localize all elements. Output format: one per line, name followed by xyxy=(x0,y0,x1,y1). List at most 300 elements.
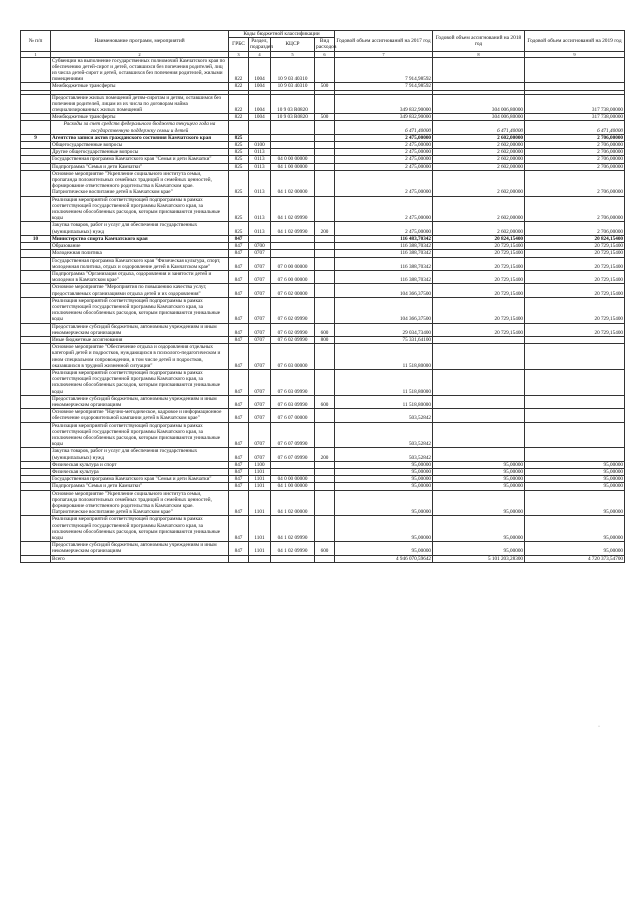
row-ksr: 07 6 02 00000 xyxy=(271,284,315,297)
row-number xyxy=(21,243,51,250)
row-amount-2019: 2 706,00000 xyxy=(525,222,625,235)
row-amount-2017: 2 475,00000 xyxy=(335,222,433,235)
row-amount-2019: 20 729,15400 xyxy=(525,297,625,323)
row-name: Общегосударственные вопросы xyxy=(51,142,229,149)
scan-mark: · xyxy=(598,724,600,730)
row-amount-2018: 95,00000 xyxy=(433,542,525,555)
row-expense-type xyxy=(315,369,335,395)
row-amount-2019: 317 738,00000 xyxy=(525,114,625,121)
row-number xyxy=(21,149,51,156)
row-amount-2017: 2 475,00000 xyxy=(335,163,433,170)
row-grbs: 847 xyxy=(229,344,249,370)
row-expense-type xyxy=(315,142,335,149)
row-section: 0707 xyxy=(249,257,271,270)
header-vr: Вид расходов xyxy=(316,38,337,51)
row-section: 0707 xyxy=(249,284,271,297)
row-grbs: 825 xyxy=(229,170,249,196)
row-ksr xyxy=(271,555,315,562)
row-section: 0707 xyxy=(249,250,271,257)
row-grbs: 822 xyxy=(229,57,249,83)
row-amount-2019 xyxy=(525,448,625,461)
row-name: Подпрограмма "Организация отдыха, оздоровления и занятости детей и молодежи в Камчатском крае" xyxy=(51,270,229,283)
row-name: Межбюджетные трансферты xyxy=(51,114,229,121)
row-number xyxy=(21,222,51,235)
row-name: Другие общегосударственные вопросы xyxy=(51,149,229,156)
row-ksr: 04 0 00 00000 xyxy=(271,476,315,483)
row-name: Физическая культура xyxy=(51,469,229,476)
row-section: 0707 xyxy=(249,336,271,343)
row-section xyxy=(249,121,271,134)
row-name: Основное мероприятие "Научно-методическое, кадровое и информационное обеспечение оздоровительной кампании детей в Камчатском крае" xyxy=(51,409,229,422)
row-amount-2018: 2 602,00000 xyxy=(433,222,525,235)
row-amount-2017: 104 366,37500 xyxy=(335,297,433,323)
row-expense-type xyxy=(315,270,335,283)
row-amount-2018 xyxy=(433,57,525,83)
row-name: Всего xyxy=(51,555,229,562)
row-name: Основное мероприятие "Обеспечение отдыха и оздоровления отдельных категорий детей и подростков, нуждающихся в психолого-педагогическом и ином специальном сопровождении, в том числе детей и подростков, оказавшихся в трудной жизненной ситуации" xyxy=(51,344,229,370)
row-amount-2019 xyxy=(525,83,625,90)
row-grbs: 847 xyxy=(229,461,249,468)
row-amount-2018 xyxy=(433,395,525,408)
row-ksr: 04 1 02 00000 xyxy=(271,170,315,196)
row-grbs: 847 xyxy=(229,483,249,490)
row-amount-2018: 304 006,80000 xyxy=(433,94,525,114)
table-row xyxy=(21,235,625,242)
row-number xyxy=(21,409,51,422)
row-number xyxy=(21,156,51,163)
row-name: Предоставление субсидий бюджетным, автономным учреждениям и иным некоммерческим организациям xyxy=(51,323,229,336)
header-ksr: КЦСР xyxy=(271,38,315,51)
row-amount-2018: 95,00000 xyxy=(433,516,525,542)
row-amount-2018: 2 602,00000 xyxy=(433,156,525,163)
row-number xyxy=(21,94,51,114)
row-grbs: 847 xyxy=(229,490,249,516)
row-expense-type xyxy=(315,250,335,257)
row-amount-2018: 95,00000 xyxy=(433,490,525,516)
row-amount-2019: 2 706,00000 xyxy=(525,134,625,141)
row-section: 1101 xyxy=(249,516,271,542)
table-row xyxy=(21,83,625,90)
row-section: 0707 xyxy=(249,297,271,323)
row-ksr: 07 6 03 09990 xyxy=(271,395,315,408)
row-expense-type: 200 xyxy=(315,448,335,461)
row-grbs: 847 xyxy=(229,409,249,422)
row-amount-2019: 6 471,40000 xyxy=(525,121,625,134)
row-number xyxy=(21,257,51,270)
column-index: 6 xyxy=(315,51,335,57)
row-section: 0707 xyxy=(249,395,271,408)
table-row xyxy=(21,284,625,297)
row-amount-2019: 2 706,00000 xyxy=(525,149,625,156)
row-section: 0113 xyxy=(249,170,271,196)
row-expense-type xyxy=(315,121,335,134)
row-amount-2017: 6 471,40000 xyxy=(335,121,433,134)
row-name: Основное мероприятие "Укрепление социального института семьи, пропаганда положительных семейных традиций и семейных ценностей, формирование ответственного родительства в Камчатском крае. Патриотическое воспитание детей в Камчатском крае" xyxy=(51,490,229,516)
row-number: 10 xyxy=(21,235,51,242)
row-amount-2017: 349 832,90000 xyxy=(335,94,433,114)
row-ksr xyxy=(271,121,315,134)
row-amount-2017: 75 331,64100 xyxy=(335,336,433,343)
row-ksr: 10 9 03 R0820 xyxy=(271,114,315,121)
table-row xyxy=(21,422,625,448)
row-amount-2019: 2 706,00000 xyxy=(525,142,625,149)
row-amount-2019: 2 706,00000 xyxy=(525,170,625,196)
row-expense-type: 600 xyxy=(315,542,335,555)
row-amount-2018 xyxy=(433,344,525,370)
row-ksr: 04 1 02 00000 xyxy=(271,490,315,516)
table-row xyxy=(21,448,625,461)
row-number xyxy=(21,170,51,196)
row-amount-2018: 2 602,00000 xyxy=(433,163,525,170)
row-name: Предоставление субсидий бюджетным, автономным учреждениям и иным некоммерческим организациям xyxy=(51,395,229,408)
row-amount-2018: 20 729,15400 xyxy=(433,250,525,257)
table-row xyxy=(21,156,625,163)
row-name: Агентство записи актов гражданского состояния Камчатского края xyxy=(51,134,229,141)
row-number xyxy=(21,469,51,476)
row-name: Межбюджетные трансферты xyxy=(51,83,229,90)
row-amount-2017: 349 832,90000 xyxy=(335,114,433,121)
row-number xyxy=(21,490,51,516)
row-amount-2019 xyxy=(525,422,625,448)
row-expense-type xyxy=(315,422,335,448)
row-name: Основное мероприятие "Мероприятия по повышению качества услуг, предоставляемых организациями отдыха детей и их оздоровления" xyxy=(51,284,229,297)
table-row xyxy=(21,222,625,235)
row-number xyxy=(21,323,51,336)
row-ksr: 07 6 02 09990 xyxy=(271,323,315,336)
row-expense-type: 500 xyxy=(315,114,335,121)
row-grbs: 847 xyxy=(229,422,249,448)
row-ksr: 07 6 07 09990 xyxy=(271,422,315,448)
table-row xyxy=(21,57,625,83)
column-index: 3 xyxy=(229,51,249,57)
row-grbs: 825 xyxy=(229,149,249,156)
row-name: Реализация мероприятий соответствующей подпрограммы в рамках соответствующей государственной программы Камчатского края, за исключением обособленных расходов, которым присваиваются уникальные коды xyxy=(51,369,229,395)
row-name: Субвенции на выполнение государственных полномочий Камчатского края по обеспечению детей-сирот и детей, оставшихся без попечения родителей, лиц из числа детей-сирот и детей, оставшихся без попечения родителей, жилыми помещениями xyxy=(51,57,229,83)
row-name: Физическая культура и спорт xyxy=(51,461,229,468)
row-ksr xyxy=(271,142,315,149)
row-grbs: 847 xyxy=(229,336,249,343)
row-amount-2017: 104 366,37500 xyxy=(335,284,433,297)
row-amount-2019 xyxy=(525,395,625,408)
row-grbs: 847 xyxy=(229,395,249,408)
row-amount-2017: 503,52842 xyxy=(335,409,433,422)
row-amount-2017: 503,52842 xyxy=(335,422,433,448)
row-amount-2018: 95,00000 xyxy=(433,476,525,483)
row-name: Расходы за счет средств федерального бюджета текущего года на государственную поддержку семьи и детей xyxy=(51,121,229,134)
row-grbs: 847 xyxy=(229,469,249,476)
row-name: Реализация мероприятий соответствующей подпрограммы в рамках соответствующей государственной программы Камчатского края, за исключением обособленных расходов, которым присваиваются уникальные коды xyxy=(51,297,229,323)
row-amount-2017: 11 518,80000 xyxy=(335,369,433,395)
table-row xyxy=(21,243,625,250)
row-section: 0113 xyxy=(249,156,271,163)
row-ksr: 04 1 02 09990 xyxy=(271,542,315,555)
row-grbs xyxy=(229,121,249,134)
row-grbs: 847 xyxy=(229,516,249,542)
table-row xyxy=(21,250,625,257)
row-grbs: 825 xyxy=(229,134,249,141)
row-amount-2017: 2 475,00000 xyxy=(335,156,433,163)
row-amount-2019: 2 706,00000 xyxy=(525,196,625,222)
row-section: 0707 xyxy=(249,323,271,336)
column-index: 2 xyxy=(51,51,229,57)
row-section: 1100 xyxy=(249,461,271,468)
row-amount-2017: 95,00000 xyxy=(335,461,433,468)
row-ksr: 04 0 00 00000 xyxy=(271,156,315,163)
row-section: 1004 xyxy=(249,83,271,90)
row-amount-2019: 95,00000 xyxy=(525,542,625,555)
row-amount-2018: 304 006,80000 xyxy=(433,114,525,121)
row-number xyxy=(21,344,51,370)
table-row xyxy=(21,323,625,336)
table-row xyxy=(21,134,625,141)
table-row xyxy=(21,461,625,468)
row-expense-type xyxy=(315,156,335,163)
row-ksr: 07 0 00 00000 xyxy=(271,257,315,270)
row-amount-2017: 7 914,98592 xyxy=(335,57,433,83)
row-expense-type xyxy=(315,490,335,516)
row-number xyxy=(21,395,51,408)
row-section: 0707 xyxy=(249,369,271,395)
row-section: 0113 xyxy=(249,163,271,170)
row-amount-2019: 95,00000 xyxy=(525,483,625,490)
row-amount-2017: 116 388,70342 xyxy=(335,243,433,250)
row-amount-2017: 116 388,70342 xyxy=(335,257,433,270)
row-amount-2018: 95,00000 xyxy=(433,483,525,490)
row-amount-2019 xyxy=(525,409,625,422)
row-amount-2017: 116 388,70342 xyxy=(335,250,433,257)
row-amount-2017: 2 475,00000 xyxy=(335,142,433,149)
row-amount-2017: 95,00000 xyxy=(335,516,433,542)
row-number xyxy=(21,369,51,395)
row-expense-type: 800 xyxy=(315,336,335,343)
row-name: Предоставление субсидий бюджетным, автономным учреждениям и иным некоммерческим организациям xyxy=(51,542,229,555)
row-amount-2018 xyxy=(433,422,525,448)
row-amount-2017: 11 518,80000 xyxy=(335,395,433,408)
column-index: 8 xyxy=(433,51,525,57)
table-row xyxy=(21,114,625,121)
row-ksr: 10 9 03 R0820 xyxy=(271,94,315,114)
row-name: Реализация мероприятий соответствующей подпрограммы в рамках соответствующей государственной программы Камчатского края, за исключением обособленных расходов, которым присваиваются уникальные коды xyxy=(51,516,229,542)
row-grbs: 847 xyxy=(229,257,249,270)
row-amount-2018 xyxy=(433,83,525,90)
row-name: Подпрограмма "Семья и дети Камчатки" xyxy=(51,483,229,490)
row-expense-type xyxy=(315,257,335,270)
row-amount-2017: 95,00000 xyxy=(335,483,433,490)
row-number xyxy=(21,483,51,490)
row-amount-2018 xyxy=(433,448,525,461)
row-number: 9 xyxy=(21,134,51,141)
row-name: Реализация мероприятий соответствующей подпрограммы в рамках соответствующей государственной программы Камчатского края, за исключением обособленных расходов, которым присваиваются уникальные коды xyxy=(51,422,229,448)
row-amount-2018: 2 602,00000 xyxy=(433,196,525,222)
row-expense-type xyxy=(315,461,335,468)
row-ksr: 07 6 07 00000 xyxy=(271,409,315,422)
row-expense-type xyxy=(315,284,335,297)
row-name: Иные бюджетные ассигнования xyxy=(51,336,229,343)
row-amount-2017: 503,52842 xyxy=(335,448,433,461)
row-grbs: 825 xyxy=(229,196,249,222)
row-grbs: 825 xyxy=(229,142,249,149)
row-amount-2018: 2 602,00000 xyxy=(433,142,525,149)
row-ksr: 04 1 00 00000 xyxy=(271,483,315,490)
table-row xyxy=(21,476,625,483)
row-number xyxy=(21,114,51,121)
row-number xyxy=(21,250,51,257)
row-ksr: 10 9 03 40310 xyxy=(271,57,315,83)
row-amount-2019: 20 729,15400 xyxy=(525,250,625,257)
header-y2018: Годовой объем ассигнований на 2018 год xyxy=(433,31,525,52)
row-ksr: 10 9 03 40310 xyxy=(271,83,315,90)
row-grbs: 847 xyxy=(229,323,249,336)
row-section: 0113 xyxy=(249,149,271,156)
table-row xyxy=(21,121,625,134)
row-name: Закупка товаров, работ и услуг для обеспечения государственных (муниципальных) нужд xyxy=(51,222,229,235)
row-section: 0700 xyxy=(249,243,271,250)
table-row xyxy=(21,490,625,516)
table-row xyxy=(21,336,625,343)
row-number xyxy=(21,448,51,461)
table-row xyxy=(21,163,625,170)
header-num: № п/п xyxy=(21,31,51,52)
table-row xyxy=(21,257,625,270)
row-expense-type xyxy=(315,516,335,542)
table-row xyxy=(21,149,625,156)
row-section: 1101 xyxy=(249,476,271,483)
row-amount-2017: 2 475,00000 xyxy=(335,196,433,222)
row-amount-2018: 20 729,15400 xyxy=(433,243,525,250)
row-amount-2018: 95,00000 xyxy=(433,461,525,468)
row-amount-2019: 95,00000 xyxy=(525,516,625,542)
column-index: 9 xyxy=(525,51,625,57)
table-row xyxy=(21,469,625,476)
row-amount-2019: 4 720 373,54700 xyxy=(525,555,625,562)
row-ksr: 04 1 02 09990 xyxy=(271,196,315,222)
budget-table xyxy=(20,30,625,563)
row-section: 0113 xyxy=(249,222,271,235)
row-number xyxy=(21,270,51,283)
row-expense-type xyxy=(315,134,335,141)
row-ksr: 07 6 03 00000 xyxy=(271,344,315,370)
row-section xyxy=(249,235,271,242)
row-number xyxy=(21,555,51,562)
row-expense-type xyxy=(315,94,335,114)
row-amount-2019: 317 738,00000 xyxy=(525,94,625,114)
row-amount-2019: 20 824,15400 xyxy=(525,235,625,242)
row-grbs: 822 xyxy=(229,94,249,114)
row-expense-type xyxy=(315,409,335,422)
row-amount-2019 xyxy=(525,344,625,370)
row-number xyxy=(21,422,51,448)
row-amount-2019: 20 729,15400 xyxy=(525,284,625,297)
row-amount-2019: 20 729,15400 xyxy=(525,257,625,270)
row-name: Молодежная политика xyxy=(51,250,229,257)
row-amount-2019: 95,00000 xyxy=(525,469,625,476)
row-name: Министерство спорта Камчатского края xyxy=(51,235,229,242)
row-amount-2019: 2 706,00000 xyxy=(525,156,625,163)
row-amount-2018: 95,00000 xyxy=(433,469,525,476)
table-row xyxy=(21,555,625,562)
row-amount-2019: 20 729,15400 xyxy=(525,323,625,336)
row-name: Предоставление жилых помещений детям-сиротам и детям, оставшимся без попечения родителей, лицам из их числа по договорам найма специализированных жилых помещений xyxy=(51,94,229,114)
row-amount-2019 xyxy=(525,57,625,83)
row-name: Государственная программа Камчатского края "Физическая культура, спорт, молодежная политика, отдых и оздоровление детей в Камчатском крае" xyxy=(51,257,229,270)
table-row xyxy=(21,297,625,323)
row-amount-2019 xyxy=(525,336,625,343)
row-grbs: 847 xyxy=(229,297,249,323)
row-ksr xyxy=(271,469,315,476)
row-amount-2018: 5 101 203,28300 xyxy=(433,555,525,562)
row-grbs: 847 xyxy=(229,284,249,297)
row-grbs: 847 xyxy=(229,235,249,242)
row-grbs: 847 xyxy=(229,542,249,555)
row-number xyxy=(21,142,51,149)
row-amount-2018 xyxy=(433,409,525,422)
row-number xyxy=(21,284,51,297)
row-amount-2017: 95,00000 xyxy=(335,490,433,516)
row-grbs: 825 xyxy=(229,156,249,163)
row-expense-type xyxy=(315,163,335,170)
table-row xyxy=(21,483,625,490)
row-expense-type xyxy=(315,170,335,196)
row-amount-2019: 2 706,00000 xyxy=(525,163,625,170)
row-amount-2018: 20 729,15400 xyxy=(433,297,525,323)
row-section: 1004 xyxy=(249,114,271,121)
row-number xyxy=(21,461,51,468)
row-number xyxy=(21,476,51,483)
row-section: 1004 xyxy=(249,94,271,114)
header-grbs: ГРБС xyxy=(229,38,249,51)
row-expense-type xyxy=(315,469,335,476)
row-ksr xyxy=(271,134,315,141)
row-amount-2018: 20 729,15400 xyxy=(433,323,525,336)
row-amount-2019: 95,00000 xyxy=(525,461,625,468)
row-grbs xyxy=(229,555,249,562)
row-number xyxy=(21,163,51,170)
row-grbs: 822 xyxy=(229,83,249,90)
row-expense-type xyxy=(315,196,335,222)
row-amount-2018: 20 729,15400 xyxy=(433,270,525,283)
row-amount-2017: 95,00000 xyxy=(335,469,433,476)
row-ksr xyxy=(271,149,315,156)
table-row xyxy=(21,170,625,196)
column-index: 5 xyxy=(271,51,315,57)
row-section xyxy=(249,134,271,141)
row-grbs: 847 xyxy=(229,250,249,257)
row-grbs: 825 xyxy=(229,222,249,235)
header-name: Наименование программ, мероприятий xyxy=(51,31,229,52)
table-row xyxy=(21,369,625,395)
row-ksr: 07 6 02 09990 xyxy=(271,336,315,343)
column-index: 1 xyxy=(21,51,51,57)
row-name: Подпрограмма "Семья и дети Камчатки" xyxy=(51,163,229,170)
row-section: 1101 xyxy=(249,469,271,476)
row-section: 1004 xyxy=(249,57,271,83)
row-section: 0113 xyxy=(249,196,271,222)
row-name: Основное мероприятие "Укрепление социального института семьи, пропаганда положительных семейных традиций и семейных ценностей, формирование ответственного родительства в Камчатском крае. Патриотическое воспитание детей в Камчатском крае" xyxy=(51,170,229,196)
row-amount-2019: 95,00000 xyxy=(525,490,625,516)
row-ksr: 04 1 00 00000 xyxy=(271,163,315,170)
column-index: 4 xyxy=(249,51,271,57)
row-section: 1101 xyxy=(249,542,271,555)
row-ksr xyxy=(271,243,315,250)
row-amount-2018 xyxy=(433,369,525,395)
row-name: Государственная программа Камчатского края "Семья и дети Камчатки" xyxy=(51,476,229,483)
row-section: 0707 xyxy=(249,448,271,461)
row-grbs: 847 xyxy=(229,476,249,483)
row-number xyxy=(21,196,51,222)
row-grbs: 847 xyxy=(229,243,249,250)
row-number xyxy=(21,297,51,323)
row-ksr: 07 6 00 00000 xyxy=(271,270,315,283)
